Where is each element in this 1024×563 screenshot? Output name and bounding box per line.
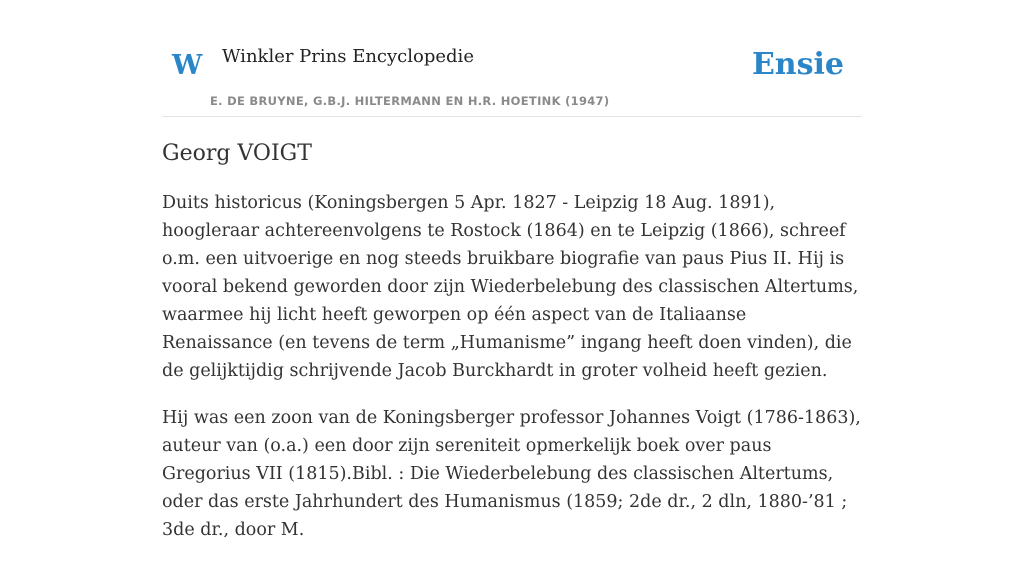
site-header xyxy=(162,0,862,117)
article-paragraph: Duits historicus (Koningsbergen 5 Apr. 1827 - Leipzig 18 Aug. 1891), hoogleraar achtereenvolgens te Rostock (1864) en te Leipzig (1866), schreef o.m. een uitvoerige en nog steeds bruikbare biografie van paus Pius II. Hij is vooral bekend geworden door zijn Wiederbelebung des classischen Altertums, waarmee hij licht heeft geworpen op één aspect van de Italiaanse Renaissance (en tevens de term „Humanisme” ingang heeft doen vinden), die de gelijktijdig schrijvende Jacob Burckhardt in groter volheid heeft gezien. xyxy=(162,193,859,381)
source-title[interactable]: Winkler Prins Encyclopedie xyxy=(222,46,474,67)
ensie-logo-link[interactable]: Ensie xyxy=(751,47,844,82)
winkler-prins-logo-icon[interactable]: W xyxy=(172,50,203,81)
article xyxy=(162,138,862,563)
article-title: Georg VOIGT xyxy=(162,141,312,166)
source-authors: E. DE BRUYNE, G.B.J. HILTERMANN EN H.R. HOETINK (1947) xyxy=(210,94,610,108)
article-paragraph: Hij was een zoon van de Koningsberger professor Johannes Voigt (1786-1863), auteur van (o.a.) een door zijn sereniteit opmerkelijk boek over paus Gregorius VII (1815).Bibl. : Die Wiederbelebung des classischen Altertums, oder das erste Jahrhundert des Humanismus (1859; 2de dr., 2 dln, 1880-’81 ; 3de dr., door M. xyxy=(162,408,861,540)
